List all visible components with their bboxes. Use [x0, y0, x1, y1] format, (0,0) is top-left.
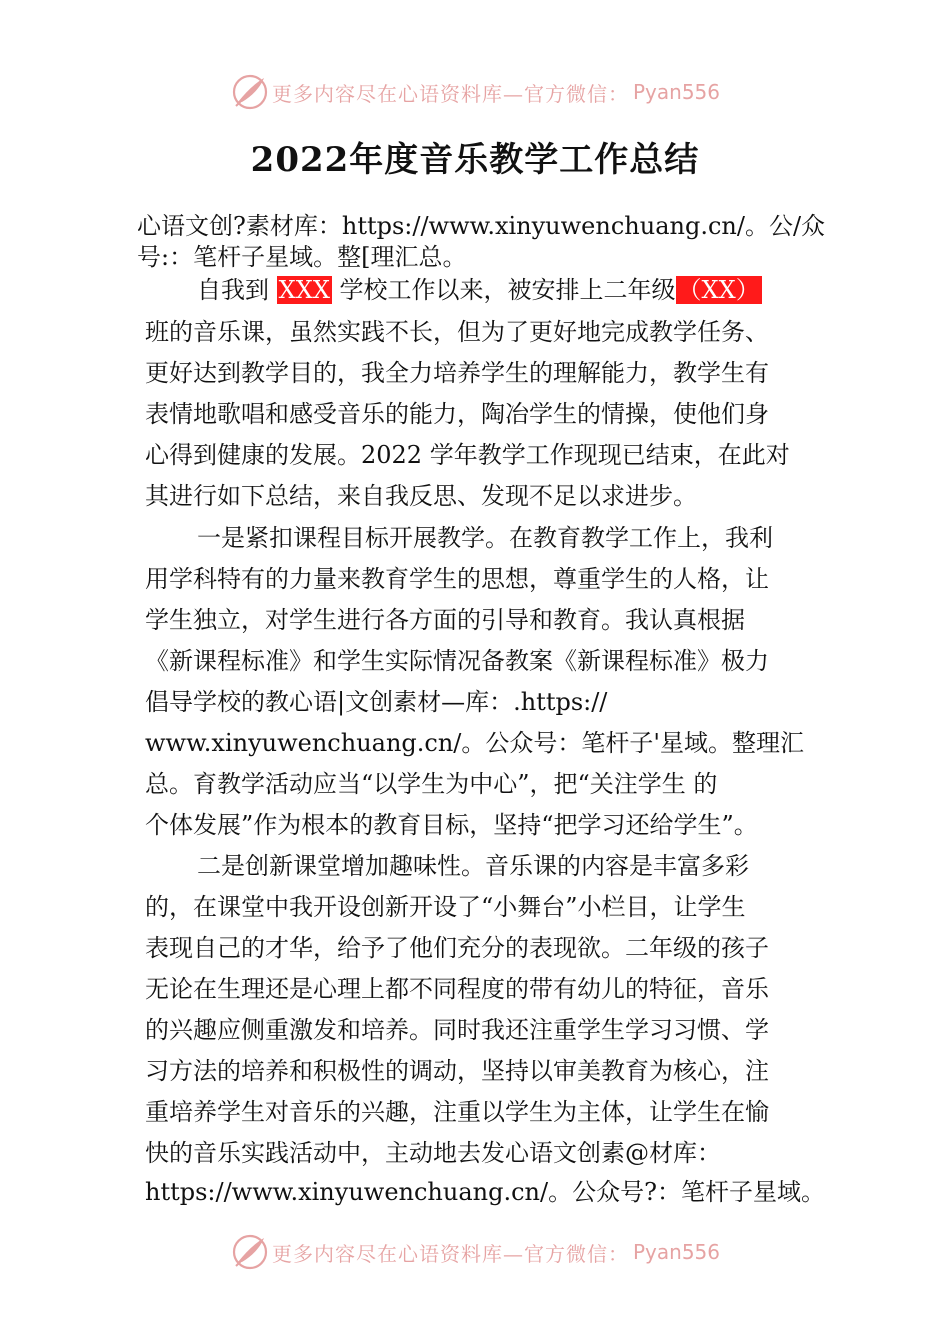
- watermark-banner-bottom: [0, 1230, 950, 1274]
- body-line: 心得到健康的发展。2022 学年教学工作现现已结束，在此对: [145, 441, 790, 469]
- body-line: 表现自己的才华，给予了他们充分的表现欲。二年级的孩子: [145, 934, 769, 962]
- body-line: 个体发展”作为根本的教育目标，坚持“把学习还给学生”。: [145, 811, 758, 839]
- watermark-account: Pyan556: [632, 80, 720, 104]
- body-line: 《新课程标准》和学生实际情况备教案《新课程标准》极力: [145, 647, 769, 675]
- body-line: https://www.xinyuwenchuang.cn/。公众号?：笔杆子星域。: [145, 1178, 825, 1206]
- watermark-text: 更多内容尽在心语资料库—官方微信：: [271, 1241, 629, 1266]
- body-line: 用学科特有的力量来教育学生的思想，尊重学生的人格，让: [145, 565, 769, 593]
- school-placeholder-highlight: XXX: [278, 276, 330, 304]
- quill-pen-logo-icon: [230, 1232, 270, 1272]
- intro-middle: 学校工作以来，被安排上二年级: [331, 276, 676, 304]
- quill-pen-logo-icon: [230, 72, 270, 112]
- body-line: 学生独立，对学生进行各方面的引导和教育。我认真根据: [145, 606, 745, 634]
- body-line: 更好达到教学目的，我全力培养学生的理解能力，教学生有: [145, 359, 769, 387]
- page-title: 2022年度音乐教学工作总结: [250, 140, 700, 180]
- body-line: 重培养学生对音乐的兴趣，注重以学生为主体，让学生在愉: [145, 1098, 769, 1126]
- intro-line: [197, 274, 762, 306]
- header-line-2: 号:：笔杆子星域。整[理汇总。: [137, 243, 467, 271]
- class-placeholder-highlight: （XX）: [677, 276, 760, 304]
- body-line-paragraph-start: 一是紧扣课程目标开展教学。在教育教学工作上，我利: [197, 524, 773, 552]
- intro-before: 自我到: [197, 276, 277, 304]
- body-line: 其进行如下总结，来自我反思、发现不足以求进步。: [145, 482, 697, 510]
- body-line: 倡导学校的教心语|文创素材—库：.https://: [145, 688, 608, 716]
- body-line: www.xinyuwenchuang.cn/。公众号：笔杆子'星域。整理汇: [145, 729, 804, 757]
- body-line: 快的音乐实践活动中，主动地去发心语文创素@材库：: [145, 1139, 721, 1167]
- watermark-banner-top: [0, 70, 950, 114]
- body-line: 的兴趣应侧重激发和培养。同时我还注重学生学习习惯、学: [145, 1016, 769, 1044]
- watermark-account: Pyan556: [632, 1240, 720, 1264]
- watermark-text: 更多内容尽在心语资料库—官方微信：: [271, 81, 629, 106]
- body-line: 班的音乐课，虽然实践不长，但为了更好地完成教学任务、: [145, 318, 769, 346]
- header-line-1: 心语文创?素材库：https://www.xinyuwenchuang.cn/。公/众: [137, 212, 826, 240]
- body-line: 习方法的培养和积极性的调动，坚持以审美教育为核心，注: [145, 1057, 769, 1085]
- body-line: 表情地歌唱和感受音乐的能力，陶冶学生的情操，使他们身: [145, 400, 769, 428]
- body-line: 无论在生理还是心理上都不同程度的带有幼儿的特征，音乐: [145, 975, 769, 1003]
- body-line-paragraph-start: 二是创新课堂增加趣味性。音乐课的内容是丰富多彩: [197, 852, 749, 880]
- body-line: 总。育教学活动应当“以学生为中心”，把“关注学生 的: [145, 770, 718, 798]
- body-line: 的，在课堂中我开设创新开设了“小舞台”小栏目，让学生: [145, 893, 746, 921]
